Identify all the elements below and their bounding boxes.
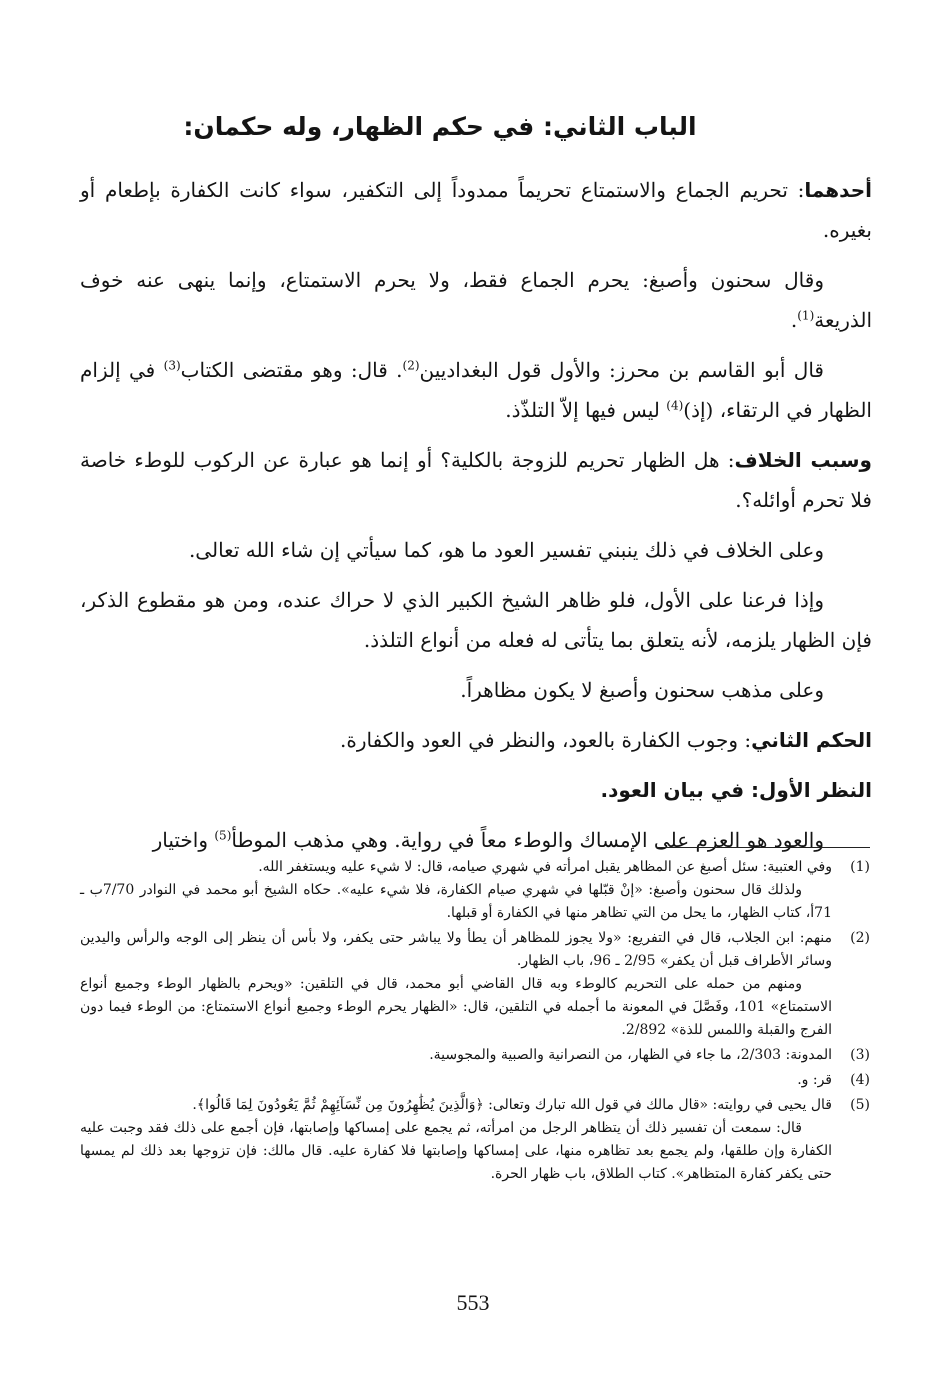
footnote-ref-4[interactable]: (4): [666, 398, 684, 413]
footnote-ref-5[interactable]: (5): [214, 828, 232, 843]
footnote-ref-3[interactable]: (3): [163, 358, 181, 373]
lead-term: وسبب الخلاف: [734, 448, 872, 472]
paragraph-text: : تحريم الجماع والاستمتاع تحريماً ممدوداً إلى التكفير، سواء كانت الكفارة بإطعام أو بغيره.: [80, 178, 872, 242]
footnote-5: [80, 1094, 870, 1186]
paragraph-ibn-muhriz: [80, 350, 872, 430]
footnote-line: ولذلك قال سحنون وأصبغ: «إنْ قبّلها في شهري صيام الكفارة، فلا شيء عليه». حكاه الشيخ أبو محمد في النوادر 7/70ب ـ 71أ، كتاب الظهار، ما يحل من التي تظاهر منها في الكفارة أو قبلها.: [80, 882, 832, 921]
footnote-number: (1): [850, 859, 870, 875]
footnotes: [80, 856, 870, 1188]
footnote-ref-1[interactable]: (1): [797, 308, 815, 323]
paragraph-reason-of-dispute: [80, 440, 872, 520]
footnote-4: [80, 1069, 870, 1092]
footnote-text: [80, 1069, 832, 1092]
main-text: [80, 170, 872, 870]
paragraph-text: : وجوب الكفارة بالعود، والنظر في العود والكفارة.: [339, 728, 752, 752]
footnote-text: [80, 856, 832, 925]
footnote-text: [80, 1094, 832, 1186]
paragraph-text: في إلزام الظهار في الرتقاء، (إذ): [80, 358, 872, 422]
footnote-line: ومنهم من حمله على التحريم كالوطء وبه قال القاضي أبو محمد، قال في التلقين: «ويحرم بالظهار الوطء وجميع أنواع الاستمتاع» 101، وفَصَّلَ في المعونة ما أجمله في التلقين، قال: «الظهار يحرم الوطء وجميع أنواع الاستمتاع: من الوطء فيما دون الفرج والقبلة واللمس للذة» 2/892.: [80, 976, 832, 1038]
paragraph-return: [80, 820, 872, 860]
section-heading: النظر الأول: في بيان العود.: [600, 778, 872, 802]
footnote-text: [80, 1044, 832, 1067]
footnote-ref-2[interactable]: (2): [402, 358, 420, 373]
footnote-number: (5): [850, 1097, 870, 1113]
paragraph-first-ruling: [80, 170, 872, 250]
paragraph-text: واختيار: [152, 828, 215, 852]
footnote-line: قال: سمعت أن تفسير ذلك أن يتظاهر الرجل من امرأته، ثم يجمع على إمساكها وإصابتها، فإن أجمع على ذلك فقد وجبت عليه الكفارة وإن طلقها، ولم يجمع بعد تظاهره منها، على إمساكها وإصابتها فلا كفارة عليه. قال مالك: فإن تزوجها بعد ذلك لم يمسها حتى يكفر كفارة المتظاهر». كتاب الطلاق، باب ظهار الحرة.: [80, 1120, 832, 1182]
footnote-divider: [656, 847, 870, 848]
footnote-1: [80, 856, 870, 925]
paragraph-dispute: وعلى الخلاف في ذلك ينبني تفسير العود ما هو، كما سيأتي إن شاء الله تعالى.: [188, 538, 824, 562]
footnote-2: [80, 927, 870, 1042]
paragraph-school: وعلى مذهب سحنون وأصبغ لا يكون مظاهراً.: [460, 678, 824, 702]
footnote-line: منهم: ابن الجلاب، قال في التفريع: «ولا يجوز للمظاهر أن يطأ ولا يباشر حتى يكفر، ولا بأس أن ينظر إلى الوجه والرأس واليدين وسائر الأطراف قبل أن يكفر» 2/95 ـ 96، باب الظهار.: [80, 930, 832, 969]
footnote-number: (3): [850, 1047, 870, 1063]
footnote-line: قر: و.: [797, 1072, 832, 1088]
footnote-number: (4): [850, 1072, 870, 1088]
paragraph-text: . قال: وهو مقتضى الكتاب: [180, 358, 403, 382]
punctuation: .: [790, 308, 798, 332]
paragraph-text: ليس فيها إلاّ التلذّذ.: [505, 398, 667, 422]
footnote-text: [80, 927, 832, 1042]
chapter-title: الباب الثاني: في حكم الظهار، وله حكمان:: [183, 112, 697, 141]
footnote-line: المدونة: 2/303، ما جاء في الظهار، من النصرانية والصبية والمجوسية.: [429, 1047, 832, 1063]
paragraph-text: : هل الظهار تحريم للزوجة بالكلية؟ أو إنما هو عبارة عن الركوب للوطء خاصة فلا تحرم أوائله؟.: [80, 448, 872, 512]
paragraph-text: والعود هو العزم على الإمساك والوطء معاً في رواية. وهي مذهب الموطأ: [231, 828, 824, 852]
paragraph-second-ruling: [80, 720, 872, 760]
footnote-line: قال يحيى في روايته: «قال مالك في قول الله تبارك وتعالى: ﴿وَالَّذِينَ يُظَٰهِرُونَ مِن نِّسَآئِهِمْ ثُمَّ يَعُودُونَ لِمَا قَالُوا﴾.: [192, 1097, 832, 1113]
paragraph-text: قال أبو القاسم بن محرز: والأول قول البغداديين: [419, 358, 824, 382]
footnote-line: وفي العتبية: سئل أصبغ عن المظاهر يقبل امرأته في شهري صيامه، قال: لا شيء عليه ويستغفر الله.: [258, 859, 832, 875]
page-number: 553: [456, 1290, 490, 1315]
lead-term: أحدهما: [804, 178, 872, 202]
lead-term: الحكم الثاني: [751, 728, 872, 752]
paragraph-branching: وإذا فرعنا على الأول، فلو ظاهر الشيخ الكبير الذي لا حراك عنده، ومن هو مقطوع الذكر، فإن الظهار يلزمه، لأنه يتعلق بما يتأتى له فعله من أنواع التلذذ.: [80, 588, 872, 652]
footnote-3: [80, 1044, 870, 1067]
paragraph-sahnun: [80, 260, 872, 340]
footnote-number: (2): [850, 930, 870, 946]
paragraph-text: وقال سحنون وأصبغ: يحرم الجماع فقط، ولا يحرم الاستمتاع، وإنما ينهى عنه خوف الذريعة: [80, 268, 872, 332]
